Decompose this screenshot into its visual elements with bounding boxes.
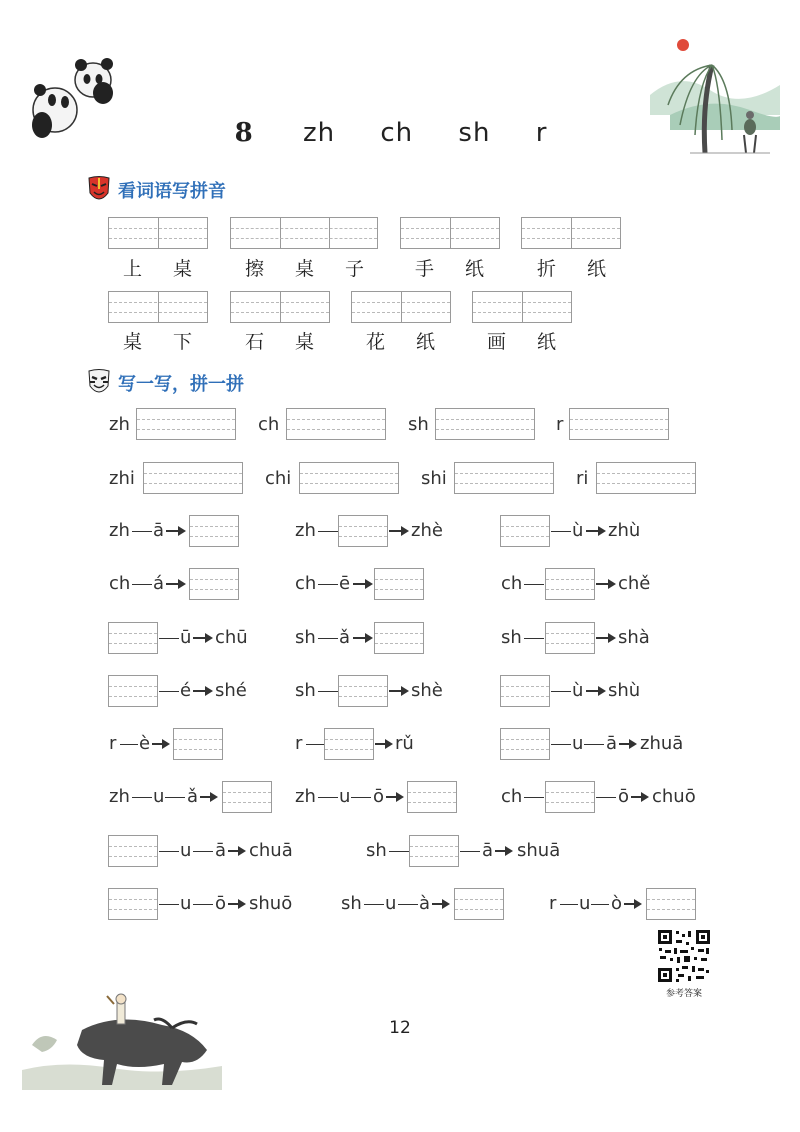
word-char: 画	[487, 331, 507, 353]
pinyin-part: ō	[618, 786, 630, 807]
pinyin-part: ā	[482, 840, 494, 861]
pinyin-part: zh	[295, 520, 316, 541]
pinyin-part: zh	[109, 520, 130, 541]
answer-box[interactable]	[454, 888, 504, 920]
qr-code-icon[interactable]	[656, 928, 712, 984]
answer-box[interactable]	[222, 781, 272, 813]
title-syllable: zh	[302, 118, 336, 148]
qr-label: 参考答案	[665, 989, 702, 999]
pinyin-box[interactable]	[230, 291, 330, 323]
pinyin-part: ù	[572, 680, 584, 701]
answer-box[interactable]	[108, 835, 158, 867]
arrow-icon	[386, 796, 402, 798]
pinyin-part: shuā	[517, 840, 561, 861]
word-char: 折	[537, 258, 557, 280]
pinyin-part: sh	[295, 627, 316, 648]
answer-box[interactable]	[545, 781, 595, 813]
arrow-icon	[624, 903, 640, 905]
answer-box[interactable]	[173, 728, 223, 760]
word-char: 手	[415, 258, 435, 280]
pinyin-part: shà	[618, 627, 650, 648]
opera-mask-icon	[86, 368, 112, 398]
pinyin-part: zhuā	[640, 733, 684, 754]
arrow-icon	[166, 530, 184, 532]
pinyin-part: ǎ	[187, 786, 199, 807]
arrow-icon	[228, 903, 244, 905]
answer-box[interactable]	[545, 622, 595, 654]
writing-box[interactable]	[435, 408, 535, 440]
word-char: 桌	[295, 331, 315, 353]
word-char: 桌	[295, 258, 315, 280]
section-heading	[86, 368, 244, 398]
word-char: 纸	[537, 331, 557, 353]
pinyin-part: u	[572, 733, 584, 754]
pinyin-part: u	[339, 786, 351, 807]
writing-box[interactable]	[143, 462, 243, 494]
answer-box[interactable]	[108, 675, 158, 707]
arrow-icon	[353, 637, 371, 639]
pinyin-part: sh	[295, 680, 316, 701]
title-syllable: r	[535, 118, 548, 148]
pinyin-part: u	[579, 893, 591, 914]
arrow-icon	[389, 530, 407, 532]
pinyin-part: zhè	[411, 520, 443, 541]
writing-box[interactable]	[286, 408, 386, 440]
pinyin-part: ā	[606, 733, 618, 754]
arrow-icon	[152, 743, 168, 745]
pinyin-part: ch	[501, 573, 523, 594]
pinyin-part: zh	[295, 786, 316, 807]
arrow-icon	[353, 583, 371, 585]
syllable-label: ri	[576, 468, 589, 489]
title-syllable: sh	[458, 118, 491, 148]
pinyin-box[interactable]	[400, 217, 500, 249]
pinyin-part: ch	[295, 573, 317, 594]
pinyin-part: ē	[339, 573, 351, 594]
pinyin-part: r	[295, 733, 303, 754]
word-char: 纸	[587, 258, 607, 280]
answer-box[interactable]	[189, 568, 239, 600]
writing-box[interactable]	[596, 462, 696, 494]
arrow-icon	[389, 690, 407, 692]
answer-box[interactable]	[108, 622, 158, 654]
lesson-number: 8	[234, 118, 254, 148]
pinyin-part: u	[153, 786, 165, 807]
arrow-icon	[495, 850, 511, 852]
answer-box[interactable]	[409, 835, 459, 867]
pinyin-part: shuō	[249, 893, 293, 914]
pinyin-part: ō	[373, 786, 385, 807]
arrow-icon	[200, 796, 216, 798]
arrow-icon	[375, 743, 391, 745]
pinyin-part: ā	[153, 520, 165, 541]
pinyin-part: chuā	[249, 840, 293, 861]
answer-box[interactable]	[338, 675, 388, 707]
pinyin-part: ū	[180, 627, 192, 648]
pinyin-part: sh	[501, 627, 522, 648]
answer-box[interactable]	[108, 888, 158, 920]
word-char: 花	[366, 331, 386, 353]
word-char: 擦	[245, 258, 265, 280]
initial-label: ch	[258, 414, 280, 435]
pinyin-box[interactable]	[108, 291, 208, 323]
pinyin-part: ǎ	[339, 627, 351, 648]
answer-box[interactable]	[646, 888, 696, 920]
initial-label: sh	[408, 414, 429, 435]
pinyin-part: u	[385, 893, 397, 914]
answer-box[interactable]	[500, 675, 550, 707]
initial-label: zh	[109, 414, 130, 435]
pinyin-part: rǔ	[395, 733, 414, 754]
answer-box[interactable]	[500, 728, 550, 760]
word-char: 纸	[465, 258, 485, 280]
arrow-icon	[586, 690, 604, 692]
writing-box[interactable]	[569, 408, 669, 440]
pinyin-part: chuō	[652, 786, 696, 807]
section-heading	[86, 175, 226, 205]
word-char: 上	[123, 258, 143, 280]
pinyin-part: ā	[215, 840, 227, 861]
pinyin-part: è	[139, 733, 151, 754]
arrow-icon	[166, 583, 184, 585]
title-syllable: ch	[380, 118, 414, 148]
pinyin-part: zh	[109, 786, 130, 807]
pinyin-part: shù	[608, 680, 641, 701]
arrow-icon	[596, 583, 614, 585]
word-char: 桌	[123, 331, 143, 353]
answer-box[interactable]	[324, 728, 374, 760]
page-number: 12	[389, 1018, 411, 1038]
pinyin-part: shé	[215, 680, 247, 701]
word-char: 桌	[173, 258, 193, 280]
pinyin-part: ch	[501, 786, 523, 807]
answer-box[interactable]	[189, 515, 239, 547]
word-char: 石	[245, 331, 265, 353]
pinyin-part: ō	[215, 893, 227, 914]
pinyin-part: sh	[366, 840, 387, 861]
section-heading-label: 写一写，拼一拼	[118, 374, 244, 395]
writing-box[interactable]	[454, 462, 554, 494]
word-char: 子	[345, 258, 365, 280]
answer-box[interactable]	[545, 568, 595, 600]
pinyin-part: á	[153, 573, 165, 594]
buffalo-rider-icon	[22, 990, 222, 1090]
initial-label: r	[556, 414, 564, 435]
arrow-icon	[596, 637, 614, 639]
arrow-icon	[228, 850, 244, 852]
pinyin-part: sh	[341, 893, 362, 914]
pinyin-box[interactable]	[521, 217, 621, 249]
answer-box[interactable]	[338, 515, 388, 547]
syllable-label: shi	[421, 468, 447, 489]
arrow-icon	[586, 530, 604, 532]
pinyin-part: u	[180, 893, 192, 914]
pinyin-part: chū	[215, 627, 248, 648]
pinyin-box[interactable]	[472, 291, 572, 323]
answer-box[interactable]	[374, 622, 424, 654]
pinyin-box[interactable]	[351, 291, 451, 323]
pinyin-part: é	[180, 680, 192, 701]
pinyin-part: zhù	[608, 520, 641, 541]
pinyin-part: ù	[572, 520, 584, 541]
word-char: 纸	[416, 331, 436, 353]
writing-box[interactable]	[136, 408, 236, 440]
answer-box[interactable]	[500, 515, 550, 547]
pinyin-box[interactable]	[108, 217, 208, 249]
arrow-icon	[631, 796, 647, 798]
pinyin-part: shè	[411, 680, 443, 701]
page-title	[0, 118, 800, 148]
writing-box[interactable]	[299, 462, 399, 494]
pinyin-part: à	[419, 893, 431, 914]
answer-box[interactable]	[374, 568, 424, 600]
pinyin-box[interactable]	[230, 217, 378, 249]
arrow-icon	[193, 690, 211, 692]
pinyin-part: r	[549, 893, 557, 914]
opera-mask-icon	[86, 175, 112, 205]
pinyin-part: ch	[109, 573, 131, 594]
pinyin-part: u	[180, 840, 192, 861]
pinyin-part: ò	[611, 893, 623, 914]
syllable-label: chi	[265, 468, 292, 489]
section-heading-label: 看词语写拼音	[118, 181, 226, 202]
answer-box[interactable]	[407, 781, 457, 813]
syllable-label: zhi	[109, 468, 135, 489]
pinyin-part: chě	[618, 573, 651, 594]
pinyin-part: r	[109, 733, 117, 754]
arrow-icon	[432, 903, 448, 905]
arrow-icon	[619, 743, 635, 745]
word-char: 下	[173, 331, 193, 353]
arrow-icon	[193, 637, 211, 639]
